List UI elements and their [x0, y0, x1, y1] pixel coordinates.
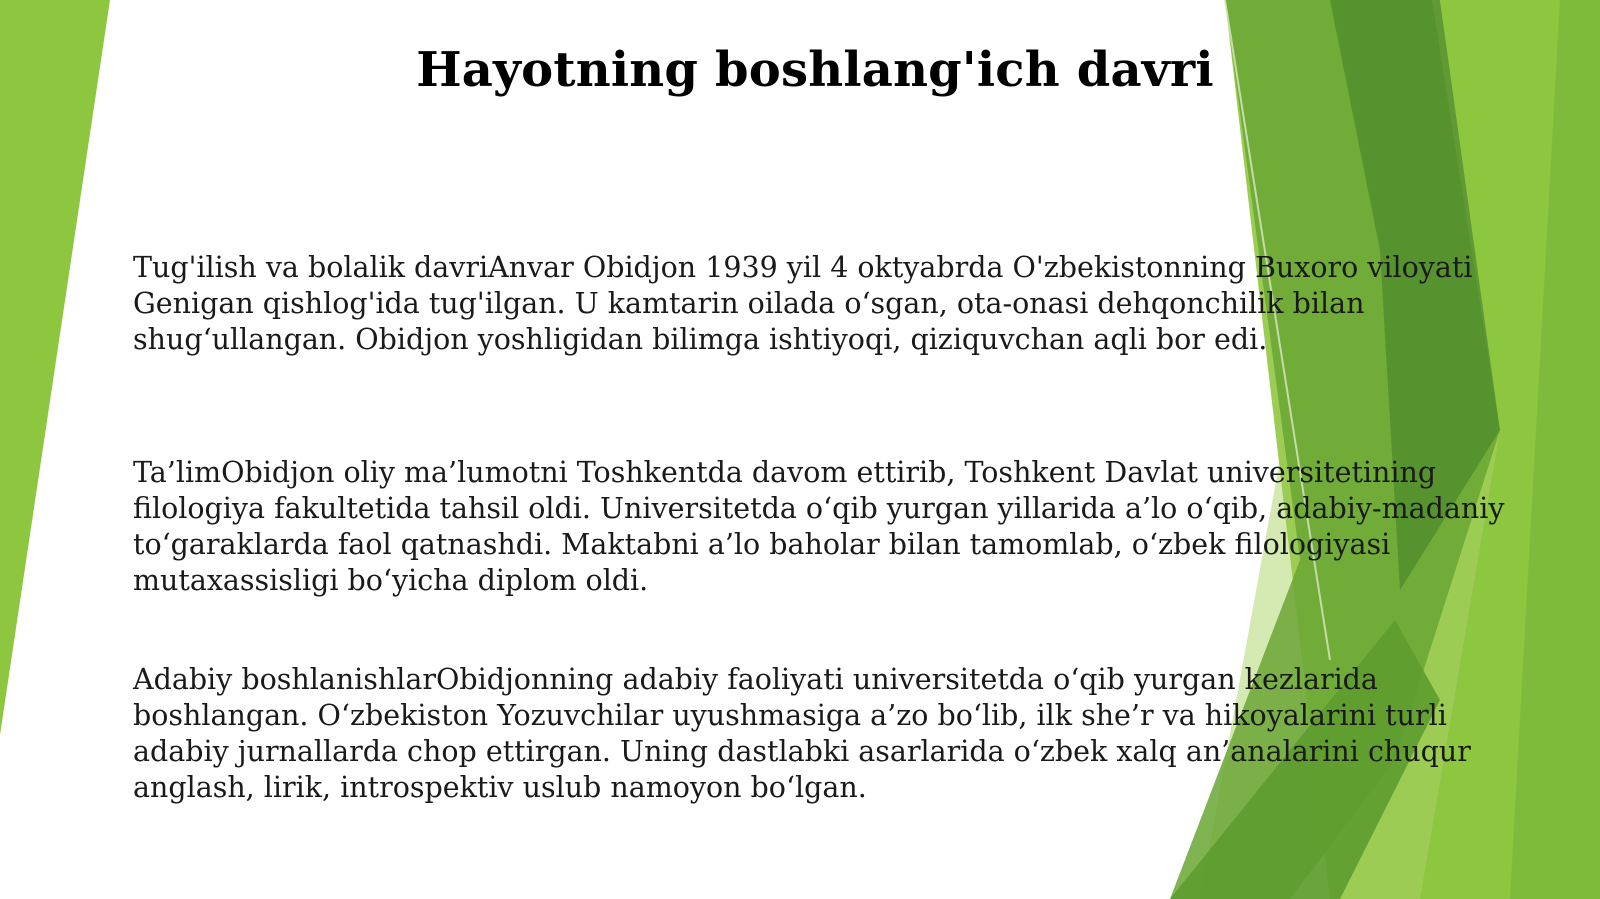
left-green-strip	[0, 0, 110, 735]
paragraph-literary-beginnings: Adabiy boshlanishlarObidjonning adabiy faoliyati universitetda o‘qib yurgan kezlarida boshlangan. O‘zbekiston Yozuvchilar uyushmasiga a’zo bo‘lib, ilk she’r va hikoyalarini turli adabiy jurnallarda chop ettirgan. Uning dastlabki asarlarida o‘zbek xalq an’analarini chuqur anglash, lirik, introspektiv uslub namoyon bo‘lgan.	[133, 663, 1471, 804]
slide-title: Hayotning boshlang'ich davri	[416, 42, 1214, 98]
paragraph-education: Ta’limObidjon oliy ma’lumotni Toshkentda davom ettirib, Toshkent Davlat universitetining filologiya fakultetida tahsil oldi. Universitetda o‘qib yurgan yillarida a’lo o‘qib, adabiy-madaniy to‘garaklarda faol qatnashdi. Maktabni a’lo baholar bilan tamomlab, o‘zbek filologiyasi mutaxassisligi bo‘yicha diplom oldi.	[133, 456, 1505, 597]
paragraph-birth-childhood: Tug'ilish va bolalik davriAnvar Obidjon 1939 yil 4 oktyabrda O'zbekistonning Buxoro viloyati Genigan qishlog'ida tug'ilgan. U kamtarin oilada o‘sgan, ota-onasi dehqonchilik bilan shug‘ullangan. Obidjon yoshligidan bilimga ishtiyoqi, qiziquvchan aqli bor edi.	[133, 251, 1473, 356]
